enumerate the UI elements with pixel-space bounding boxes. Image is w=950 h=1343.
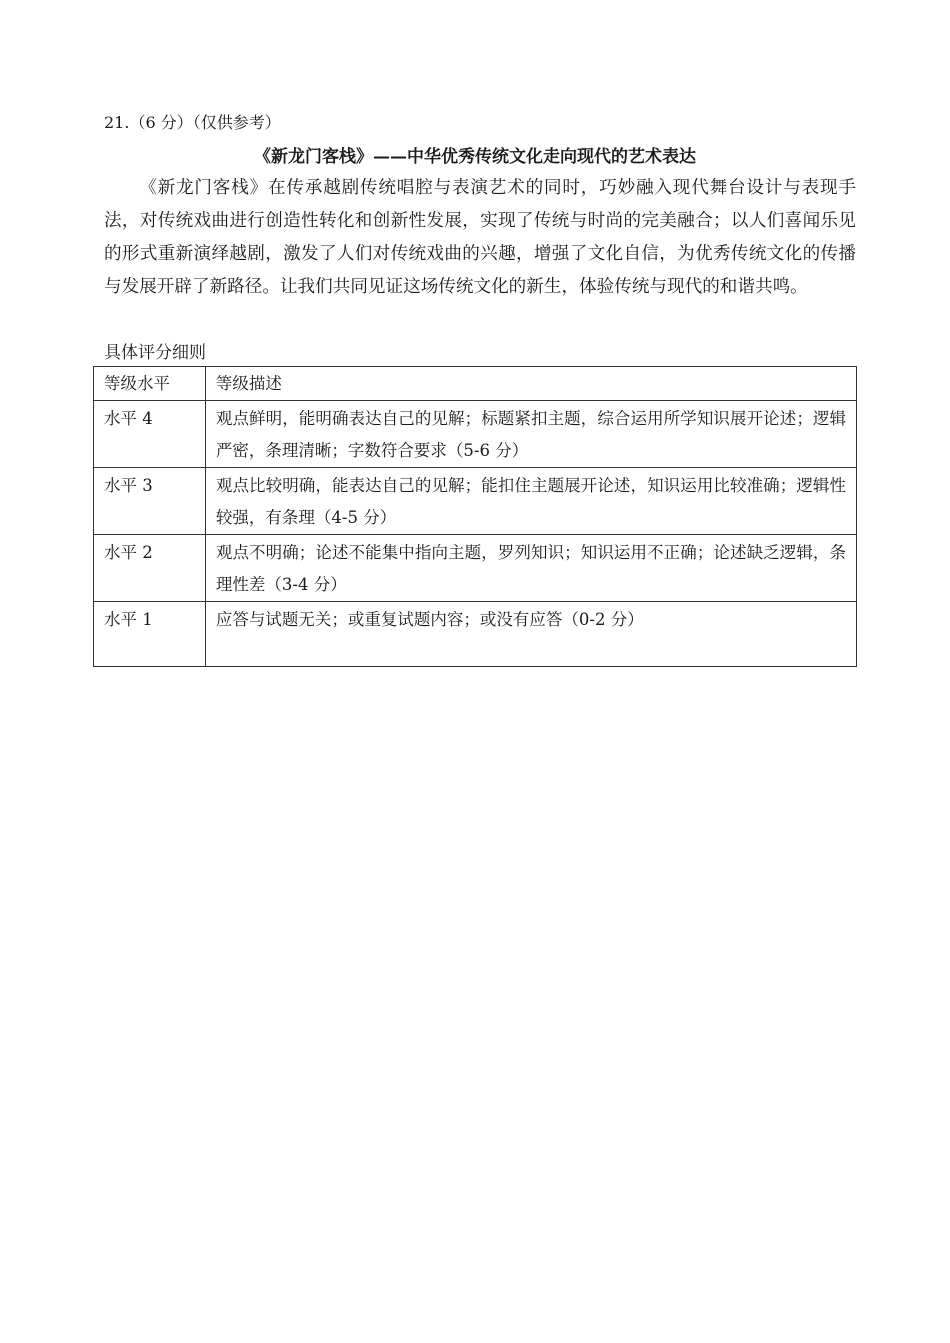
essay-title: 《新龙门客栈》——中华优秀传统文化走向现代的艺术表达: [254, 147, 696, 167]
table-row: [94, 468, 857, 535]
table-row: [94, 602, 857, 667]
description-cell: 观点不明确；论述不能集中指向主题，罗列知识；知识运用不正确；论述缺乏逻辑，条理性差（3-4 分）: [205, 535, 856, 602]
table-row: [94, 401, 857, 468]
description-cell: 观点比较明确，能表达自己的见解；能扣住主题展开论述，知识运用比较准确；逻辑性较强，有条理（4-5 分）: [205, 468, 856, 535]
essay-paragraph: 《新龙门客栈》在传承越剧传统唱腔与表演艺术的同时，巧妙融入现代舞台设计与表现手法，对传统戏曲进行创造性转化和创新性发展，实现了传统与时尚的完美融合；以人们喜闻乐见的形式重新演绎越剧，激发了人们对传统戏曲的兴趣，增强了文化自信，为优秀传统文化的传播与发展开辟了新路径。让我们共同见证这场传统文化的新生，体验传统与现代的和谐共鸣。: [104, 178, 856, 297]
level-cell: 水平 2: [94, 535, 206, 602]
description-cell: 应答与试题无关；或重复试题内容；或没有应答（0-2 分）: [205, 602, 856, 667]
table-row: [94, 535, 857, 602]
level-cell: 水平 1: [94, 602, 206, 667]
level-cell: 水平 4: [94, 401, 206, 468]
rubric-header-row: [94, 367, 857, 401]
level-cell: 水平 3: [94, 468, 206, 535]
description-cell: 观点鲜明，能明确表达自己的见解；标题紧扣主题，综合运用所学知识展开论述；逻辑严密，条理清晰；字数符合要求（5-6 分）: [205, 401, 856, 468]
question-header: 21.（6 分）（仅供参考）: [104, 113, 281, 132]
level-column-header: 等级水平: [94, 367, 206, 401]
rubric-table: [93, 366, 857, 667]
rubric-caption: 具体评分细则: [104, 343, 206, 363]
description-column-header: 等级描述: [205, 367, 856, 401]
